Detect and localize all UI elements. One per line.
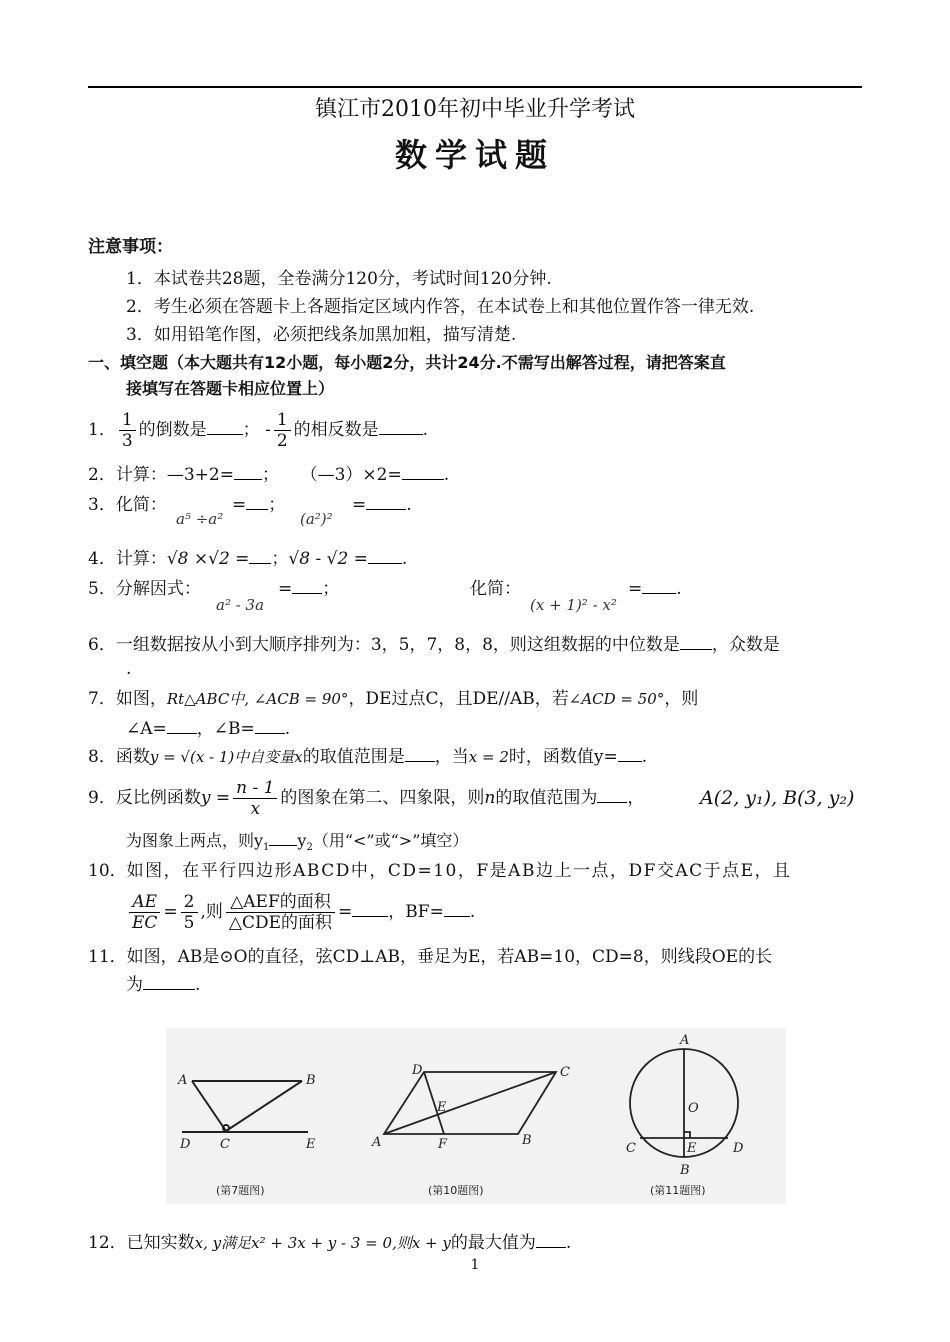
answer-blank <box>292 579 322 594</box>
answer-blank <box>234 465 262 480</box>
question-7 <box>88 688 698 710</box>
math-expression: a⁵ ÷a² <box>176 510 224 528</box>
separator: ； <box>271 549 289 569</box>
answer-blank <box>246 495 268 510</box>
question-text: 的相反数是 <box>293 420 379 440</box>
denominator: EC <box>132 913 158 933</box>
label-d: D <box>412 1063 423 1078</box>
label-a: A <box>372 1135 382 1150</box>
label-c: C <box>220 1137 230 1152</box>
question-7-line-2 <box>126 718 290 740</box>
fig7-caption: (第7题图) <box>216 1184 265 1197</box>
question-text: 一组数据按从小到大顺序排列为：3，5，7，8，8，则这组数据的中位数是 <box>115 635 680 655</box>
q3-answer-2 <box>352 494 412 516</box>
label-b: B <box>522 1133 532 1148</box>
answer-blank <box>143 975 195 990</box>
figure-7 <box>182 1081 308 1132</box>
question-text: 函数 <box>115 747 150 767</box>
question-number: 5． <box>88 579 116 599</box>
fig10-caption: (第10题图) <box>428 1184 484 1197</box>
numerator: n - 1 <box>233 778 277 799</box>
question-text: ∠A= <box>126 719 167 739</box>
separator: ； <box>242 420 260 440</box>
question-text: 计算：—3+2= <box>115 465 234 485</box>
question-text: 反比例函数 <box>115 788 201 808</box>
question-text: 的最大值为 <box>450 1233 536 1253</box>
equals: = <box>338 902 353 922</box>
separator: ， <box>627 788 645 808</box>
question-5 <box>88 578 201 600</box>
question-number: 10． <box>88 861 127 881</box>
answer-blank <box>269 831 297 846</box>
numerator: 1 <box>119 410 136 431</box>
equals: = <box>232 495 247 515</box>
q5-text-2: 化简： <box>470 579 521 599</box>
exam-title: 镇江市2010年初中毕业升学考试 <box>315 97 635 122</box>
label-a: A <box>178 1073 188 1088</box>
figure-10 <box>384 1072 556 1134</box>
q5-answer-2 <box>628 578 682 600</box>
math-expression: √8 ×√2 = <box>166 549 250 569</box>
end-mark: . <box>406 495 412 515</box>
question-number: 4． <box>88 549 116 569</box>
answer-blank <box>366 495 406 510</box>
math-expression: (a²)² <box>300 510 333 528</box>
equals: = <box>163 902 178 922</box>
question-text: 如图， <box>115 689 167 709</box>
question-11-line-2 <box>126 974 200 996</box>
question-9 <box>88 776 644 820</box>
question-text: （—3）×2= <box>300 465 402 485</box>
equals: = <box>278 579 293 599</box>
question-text: ，DE过点C，且DE//AB，若 <box>348 689 569 709</box>
question-9-line-2 <box>126 830 468 859</box>
label-e: E <box>306 1137 316 1152</box>
answer-blank <box>368 549 402 564</box>
segment-bc <box>226 1081 302 1131</box>
question-10-line-2 <box>126 890 475 934</box>
end-mark: . <box>565 1233 572 1253</box>
subject-title: 数学试题 <box>394 136 555 174</box>
math-expression: x = 2 <box>468 748 509 766</box>
answer-blank <box>379 420 423 435</box>
fraction <box>129 892 160 933</box>
question-text: 化简： <box>115 495 167 515</box>
label-c: C <box>560 1065 570 1080</box>
figure-11 <box>630 1049 738 1157</box>
question-text: 的取值范围为 <box>495 788 598 808</box>
math-expression: x, y满足x² + 3x + y - 3 = 0,则x + y <box>194 1234 451 1252</box>
end-mark: . <box>422 420 429 440</box>
end-mark: . <box>126 659 132 679</box>
end-mark: . <box>676 579 682 599</box>
note-item: 3．如用铅笔作图，必须把线条加黑加粗，描写清楚. <box>126 325 517 345</box>
question-2 <box>88 464 449 486</box>
q3-answer-1 <box>232 494 285 516</box>
math-expression: y = √(x - 1)中自变量x <box>149 748 303 766</box>
answer-blank <box>249 549 271 564</box>
separator: ； <box>268 495 286 515</box>
answer-blank <box>536 1233 566 1248</box>
question-text: ，当 <box>434 747 469 767</box>
question-1 <box>88 408 428 452</box>
label-a: A <box>680 1033 690 1048</box>
figures-svg <box>166 1028 786 1204</box>
separator: ； <box>322 579 340 599</box>
variable: n <box>484 788 496 808</box>
math-expression: ∠ACD = 50° <box>568 690 665 708</box>
question-number: 3． <box>88 495 116 515</box>
fig11-caption: (第11题图) <box>650 1184 706 1197</box>
question-text: 计算： <box>115 549 167 569</box>
right-angle-mark <box>223 1125 229 1131</box>
answer-blank <box>167 719 197 734</box>
q5-answer-1 <box>278 578 339 600</box>
end-mark: . <box>195 975 201 995</box>
notes-heading: 注意事项： <box>88 237 173 257</box>
question-text: 为图象上两点，则y <box>126 831 264 850</box>
diagonal-ac <box>384 1072 556 1134</box>
question-number: 9． <box>88 788 116 808</box>
fraction <box>181 892 198 933</box>
answer-blank <box>444 902 470 917</box>
denominator: 3 <box>121 431 133 451</box>
denominator: 2 <box>276 431 288 451</box>
end-mark: . <box>469 902 476 922</box>
question-text: ,则 <box>200 902 223 922</box>
end-mark: . <box>284 719 291 739</box>
question-number: 8． <box>88 747 116 767</box>
question-text: ，则 <box>664 689 699 709</box>
subscript: 1 <box>263 842 270 854</box>
separator: ； <box>261 465 279 485</box>
question-text: 如图，AB是⊙O的直径，弦CD⊥AB，垂足为E，若AB=10，CD=8，则线段OE的长 <box>126 947 773 967</box>
right-angle-mark <box>684 1132 690 1138</box>
fraction <box>119 410 136 451</box>
question-text: 时，函数值y= <box>508 747 618 767</box>
math-expression: y = <box>200 788 231 808</box>
question-text: ，∠B= <box>196 719 255 739</box>
question-text: 已知实数 <box>126 1233 195 1253</box>
answer-blank <box>207 420 243 435</box>
numerator: 2 <box>181 892 198 913</box>
denominator: △CDE的面积 <box>228 913 333 933</box>
numerator: 1 <box>274 410 291 431</box>
note-item: 1．本试卷共28题，全卷满分120分，考试时间120分钟. <box>126 269 552 289</box>
question-10 <box>88 860 792 882</box>
question-3 <box>88 494 167 516</box>
question-text: ，BF= <box>388 902 444 922</box>
label-o: O <box>688 1101 699 1116</box>
question-number: 11． <box>88 947 127 967</box>
label-e: E <box>437 1100 447 1115</box>
answer-blank <box>255 719 285 734</box>
minus-sign: - <box>265 420 271 440</box>
math-expression: A(2, y₁), B(3, y₂) <box>700 787 855 809</box>
fraction <box>226 892 335 933</box>
answer-blank <box>618 747 642 762</box>
question-text: （用“<”或“>”填空） <box>312 831 469 850</box>
end-mark: . <box>401 549 408 569</box>
subscript: 2 <box>306 842 313 854</box>
answer-blank <box>597 788 627 803</box>
end-mark: . <box>641 747 648 767</box>
top-rule <box>88 86 862 88</box>
section-heading-cont: 接填写在答题卡相应位置上） <box>126 379 335 398</box>
equals: = <box>352 495 367 515</box>
question-4 <box>88 548 407 570</box>
question-number: 12． <box>88 1233 127 1253</box>
question-number: 1． <box>88 420 116 440</box>
label-e: E <box>687 1141 697 1156</box>
question-text: 的倒数是 <box>138 420 207 440</box>
label-b: B <box>306 1073 316 1088</box>
question-11 <box>88 946 772 968</box>
math-expression: Rt△ABC中, ∠ACB = 90° <box>166 690 349 708</box>
page-number: 1 <box>470 1257 480 1273</box>
section-heading: 一、填空题（本大题共有12小题，每小题2分，共计24分.不需写出解答过程，请把答案直 <box>88 353 726 372</box>
question-text: 的图象在第二、四象限，则 <box>280 788 485 808</box>
question-6 <box>88 634 780 656</box>
label-d: D <box>180 1137 191 1152</box>
math-expression: (x + 1)² - x² <box>530 596 617 614</box>
question-text: 如图，在平行四边形ABCD中，CD=10，F是AB边上一点，DF交AC于点E，且 <box>126 861 792 881</box>
end-mark: . <box>443 465 450 485</box>
question-text: ，众数是 <box>711 635 780 655</box>
note-item: 2．考生必须在答题卡上各题指定区域内作答，在本试卷上和其他位置作答一律无效. <box>126 297 755 317</box>
label-d: D <box>733 1141 744 1156</box>
answer-blank <box>405 747 435 762</box>
question-8 <box>88 746 647 768</box>
equals: = <box>628 579 643 599</box>
math-expression: √8 - √2 = <box>288 549 368 569</box>
answer-blank <box>680 635 712 650</box>
label-b: B <box>680 1163 690 1178</box>
question-number: 7． <box>88 689 116 709</box>
label-c: C <box>626 1141 636 1156</box>
question-text: 分解因式： <box>115 579 201 599</box>
figure-strip <box>166 1028 786 1204</box>
question-number: 6． <box>88 635 116 655</box>
question-12 <box>88 1232 571 1254</box>
numerator: AE <box>129 892 160 913</box>
denominator: x <box>250 799 261 819</box>
question-text: 的取值范围是 <box>302 747 405 767</box>
question-text: y <box>297 831 307 850</box>
answer-blank <box>642 579 676 594</box>
answer-blank <box>402 465 444 480</box>
math-expression: a² - 3a <box>216 596 265 614</box>
question-text: 为 <box>126 975 143 995</box>
answer-blank <box>352 902 388 917</box>
denominator: 5 <box>183 913 195 933</box>
question-number: 2． <box>88 465 116 485</box>
fraction <box>233 778 277 819</box>
numerator: △AEF的面积 <box>226 892 335 913</box>
segment-ac <box>192 1081 226 1131</box>
label-f: F <box>438 1137 448 1152</box>
fraction <box>274 410 291 451</box>
